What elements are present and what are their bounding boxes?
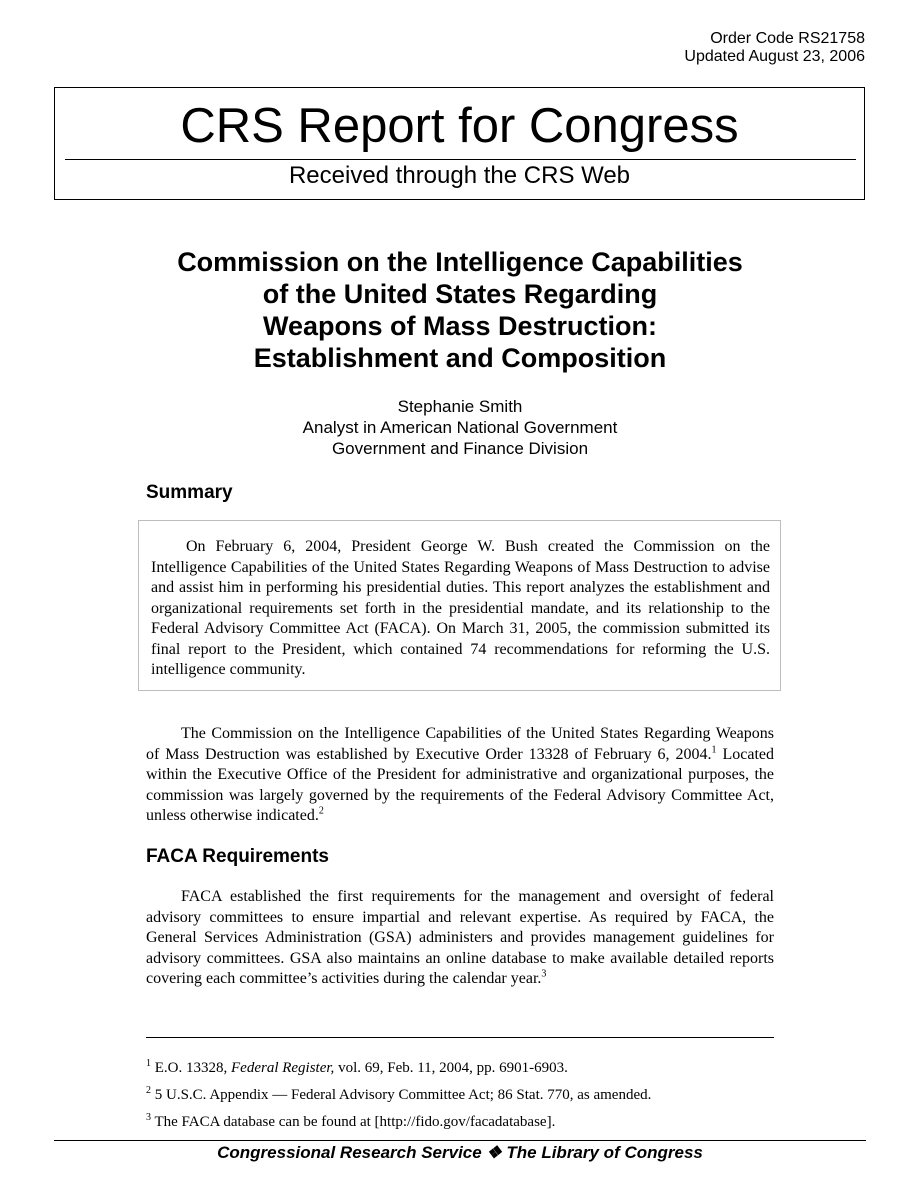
faca-heading: FACA Requirements [146,846,329,867]
banner-divider [65,159,856,160]
footnote-ref: 3 [541,968,547,980]
crs-banner [54,87,865,200]
footnote [146,1059,774,1077]
page-footer: Congressional Research Service ❖ The Library of Congress [217,1143,703,1162]
author-name: Stephanie Smith [397,397,523,416]
updated-date: Updated August 23, 2006 [684,48,865,65]
footnote-number: 3 [146,1112,151,1123]
footnote-text: 5 U.S.C. Appendix — Federal Advisory Committee Act; 86 Stat. 770, as amended. [154,1087,652,1103]
footnote-divider [146,1037,774,1038]
body-paragraph [146,724,774,827]
body-paragraph [146,887,774,990]
footnote-text: The FACA database can be found at [http://fido.gov/facadatabase]. [154,1114,556,1130]
report-title-line: of the United States Regarding [262,279,658,309]
report-title-line: Weapons of Mass Destruction: [262,311,658,341]
report-title-line: Establishment and Composition [253,343,667,373]
footnote-text: vol. 69, Feb. 11, 2004, pp. 6901-6903. [334,1060,568,1076]
order-code-block [684,30,865,66]
paragraph-text: The Commission on the Intelligence Capabilities of the United States Regarding Weapons of Mass Destruction was established by Executive Order 13328 of February 6, 2004. [146,725,774,763]
footnote-number: 2 [146,1085,151,1096]
order-code: Order Code RS21758 [710,30,865,47]
footnote-ref: 1 [711,744,717,756]
footnote-italic: Federal Register, [231,1060,335,1076]
author-division: Government and Finance Division [331,439,589,458]
author-title: Analyst in American National Government [302,418,618,437]
footnote-number: 1 [146,1058,151,1069]
author-block [160,396,760,459]
report-title [110,246,810,374]
paragraph-text: Located within the Executive Office of the President for administrative and organizational purposes, the commission was largely governed by the requirements of the Federal Advisory Committee Act, unless otherwise indicated. [146,745,774,824]
footnote-text: E.O. 13328, [154,1060,231,1076]
footnote [146,1086,774,1104]
footnote [146,1113,774,1131]
footer-divider [54,1140,866,1141]
summary-heading: Summary [146,482,233,503]
paragraph-text: FACA established the first requirements for the management and oversight of federal advisory committees to ensure impartial and relevant expertise. As required by FACA, the General Services Administration (GSA) administers and provides management guidelines for advisory committees. GSA also maintains an online database to make available detailed reports covering each committee’s activities during the calendar year. [146,888,774,987]
summary-box [138,520,781,691]
summary-text: On February 6, 2004, President George W. Bush created the Commission on the Intelligence Capabilities of the United States Regarding Weapons of Mass Destruction to advise and assist him in performing his presidential duties. This report analyzes the establishment and organizational requirements set forth in the presidential mandate, and its relationship to the Federal Advisory Committee Act (FACA). On March 31, 2005, the commission submitted its final report to the President, which contained 74 recommendations for reforming the U.S. intelligence community. [151,538,770,678]
banner-subtitle: Received through the CRS Web [288,162,631,189]
footnote-ref: 2 [318,805,324,817]
banner-title: CRS Report for Congress [180,99,739,153]
report-title-line: Commission on the Intelligence Capabilities [177,247,743,277]
